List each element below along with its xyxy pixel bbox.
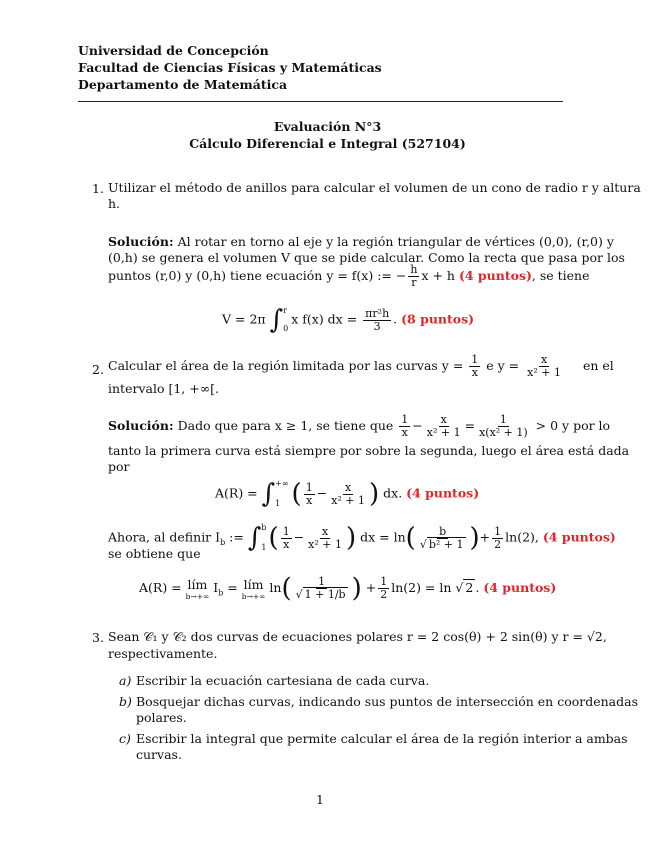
q2-obtain-text: se obtiene que <box>108 546 201 561</box>
q3-item-c-text-2: curvas. <box>136 747 182 762</box>
q1-slope-fraction: $\frac{h}{r}$ <box>410 263 418 289</box>
q1-solution-line1 <box>108 234 614 250</box>
q2-limit-result: A(R) = lím b→+∞ $I_b$ = lím b→+∞ ln( $\frac{1}{√ 1 + 1/b}$ ) + $\frac{1}{2}$ ln(2) = ln √ 2 . (4 puntos) <box>139 573 557 604</box>
department-name: Departamento de Matemática <box>78 77 288 92</box>
q2-area-integral: A(R) = ∫ +∞ 1 ( $\frac{1}{x}$ − $\frac{x}{\text{x² + 1}}$ ) dx. (4 puntos) <box>215 479 480 509</box>
q1-volume-fraction: $\frac{\text{πr²h}}{3}$ <box>365 306 390 333</box>
page-number: 1 <box>316 792 324 807</box>
course-title: Cálculo Diferencial e Integral (527104) <box>189 136 466 151</box>
q3-item-b-text: Bosquejar dichas curvas, indicando sus puntos de intersección en coordenadas <box>136 694 638 709</box>
q2-solution-line3: por <box>108 459 130 474</box>
q1-prompt-line1: Utilizar el método de anillos para calcular el volumen de un cono de radio r y altura <box>108 180 641 195</box>
q1-points-1: (4 puntos) <box>458 268 532 283</box>
q3-item-c-text: Escribir la integral que permite calcular el área de la región interior a ambas <box>136 731 628 746</box>
q3-prompt-line1: Sean 𝒞₁ y 𝒞₂ dos curvas de ecuaciones polares r = 2 cos(θ) + 2 sin(θ) y r = √2, <box>108 629 607 644</box>
q1-solution-text: Al rotar en torno al eje y la región triangular de vértices (0,0), (r,0) y <box>177 234 614 249</box>
q2-points-2: (4 puntos) <box>542 529 616 545</box>
q2-points-1: (4 puntos) <box>406 485 480 501</box>
q2-points-3: (4 puntos) <box>483 580 557 595</box>
q2-solution-line1: Solución: Dado que para x ≥ 1, se tiene que $\frac{1}{x}$ − $\frac{x}{\text{x² + 1}}$ = $\frac{1}{\text{x(x² + 1)}}$ > 0 y por lo <box>108 413 611 439</box>
q3-item-c-label: c) <box>119 731 131 746</box>
q2-solution-line2: tanto la primera curva está siempre por sobre la segunda, luego el área está dada <box>108 443 630 458</box>
university-name: Universidad de Concepción <box>78 43 269 58</box>
header-divider <box>78 101 563 102</box>
q1-line-text-3: , se tiene <box>531 268 590 283</box>
q1-points-2: (8 puntos) <box>401 311 475 327</box>
q2-ib-definition: Ahora, al definir $I_b$ := ∫ b 1 ( $\frac{1}{x}$ − $\frac{x}{\text{x² + 1}}$ ) dx = ln( $\frac{b}{\text{√ b² + 1}}$ )+ $\frac{1}{2}$ ln(2), (4 puntos) <box>108 523 616 553</box>
integral-sign: ∫ <box>269 305 284 335</box>
q2-prompt-line2: intervalo [1, +∞[. <box>108 381 219 396</box>
q3-item-a-label: a) <box>119 673 132 688</box>
q3-item-b-label: b) <box>119 694 132 709</box>
q2-prompt-line1: Calcular el área de la región limitada por las curvas y = $\frac{1}{x}$ e y = $\frac{x}{\text{x² + 1}}$ en el <box>108 353 614 379</box>
q1-line-text-2: x + h <box>421 268 455 283</box>
faculty-name: Facultad de Ciencias Físicas y Matemáticas <box>78 60 382 75</box>
q1-solution-label: Solución: <box>108 234 174 249</box>
q3-prompt-line2: respectivamente. <box>108 646 218 661</box>
q1-volume-equation: V = 2π ∫ r 0 x f(x) dx = $\frac{\text{πr²h}}{3}$ . (8 puntos) <box>222 305 475 335</box>
exam-title: Evaluación N°3 <box>273 119 382 134</box>
q2-number: 2. <box>92 362 104 377</box>
q1-prompt-line2: h. <box>108 196 121 211</box>
q1-number: 1. <box>92 181 104 196</box>
q1-solution-line2: (0,h) se genera el volumen V que se pide calcular. Como la recta que pasa por los <box>108 250 625 265</box>
q1-line-text: puntos (r,0) y (0,h) tiene ecuación y = f(x) := − <box>108 268 407 283</box>
q3-item-b-text-2: polares. <box>136 710 187 725</box>
q3-number: 3. <box>92 630 104 645</box>
q3-item-a-text: Escribir la ecuación cartesiana de cada curva. <box>136 673 430 688</box>
q1-solution-line3 <box>108 264 590 289</box>
